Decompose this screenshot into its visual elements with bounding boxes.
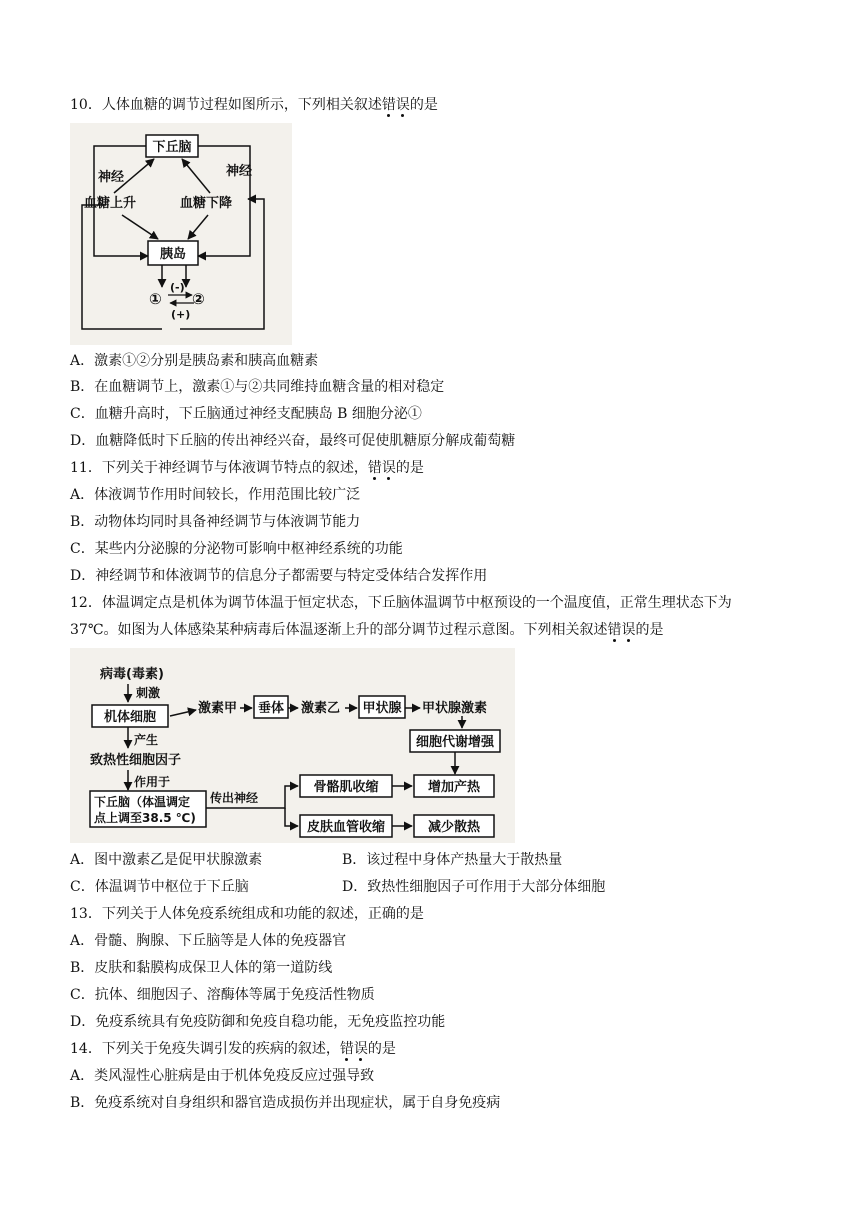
q10-stem: 10．人体血糖的调节过程如图所示，下列相关叙述错误的是: [70, 97, 438, 113]
q12-stem-line2: 37℃。如图为人体感染某种病毒后体温逐渐上升的部分调节过程示意图。下列相关叙述错误的是: [70, 622, 664, 638]
label-glucose-up: 血糖上升: [84, 196, 137, 211]
label-body-cell: 机体细胞: [103, 710, 157, 725]
label-pyrogen: 致热性细胞因子: [90, 753, 182, 768]
hormone-2: ②: [192, 290, 205, 308]
label-muscle: 骨骼肌收缩: [313, 780, 379, 795]
q14-stem: 14．下列关于免疫失调引发的疾病的叙述，错误的是: [70, 1041, 396, 1057]
label-hormone-a: 激素甲: [198, 701, 238, 716]
label-heat-down: 减少散热: [427, 820, 481, 835]
fever-regulation-diagram: [70, 648, 515, 843]
q12-option-c: C．体温调节中枢位于下丘脑: [70, 879, 249, 895]
label-plus: (+): [171, 308, 191, 321]
label-glucose-down: 血糖下降: [180, 196, 233, 211]
q12-option-b: B．该过程中身体产热量大于散热量: [342, 852, 563, 868]
q14-option-b: B．免疫系统对自身组织和器官造成损伤并出现症状，属于自身免疫病: [70, 1095, 501, 1111]
hypothalamus-label: 下丘脑: [152, 140, 192, 155]
label-efferent: 传出神经: [210, 791, 259, 805]
label-hypo-line1: 下丘脑（体温调定: [94, 795, 191, 809]
q10-option-b: B．在血糖调节上，激素①与②共同维持血糖含量的相对稳定: [70, 379, 445, 395]
q11-option-b: B．动物体均同时具备神经调节与体液调节能力: [70, 514, 361, 530]
q11-option-a: A．体液调节作用时间较长，作用范围比较广泛: [70, 487, 361, 503]
q11-stem: 11．下列关于神经调节与体液调节特点的叙述，错误的是: [70, 460, 424, 476]
label-stimulate: 刺激: [136, 686, 161, 700]
q10-option-c: C．血糖升高时，下丘脑通过神经支配胰岛 B 细胞分泌①: [70, 406, 422, 422]
label-metabolism: 细胞代谢增强: [415, 735, 495, 750]
label-vessel: 皮肤血管收缩: [306, 820, 386, 835]
label-nerve-right: 神经: [226, 164, 253, 179]
q12-stem-line1: 12．体温调定点是机体为调节体温于恒定状态，下丘脑体温调节中枢预设的一个温度值，正常生理状态下为: [70, 595, 732, 611]
q13-stem: 13．下列关于人体免疫系统组成和功能的叙述，正确的是: [70, 906, 424, 922]
q11-option-c: C．某些内分泌腺的分泌物可影响中枢神经系统的功能: [70, 541, 403, 557]
q12-option-a: A．图中激素乙是促甲状腺激素: [70, 852, 263, 868]
label-act-on: 作用于: [134, 775, 171, 789]
q13-option-d: D．免疫系统具有免疫防御和免疫自稳功能，无免疫监控功能: [70, 1014, 446, 1030]
q10-option-d: D．血糖降低时下丘脑的传出神经兴奋，最终可促使肌糖原分解成葡萄糖: [70, 433, 516, 449]
q13-option-a: A．骨髓、胸腺、下丘脑等是人体的免疫器官: [70, 933, 347, 949]
label-minus: (-): [170, 281, 185, 294]
label-hormone-b: 激素乙: [301, 701, 341, 716]
label-hypo-line2: 点上调至38.5 ℃): [94, 811, 196, 825]
q14-option-a: A．类风湿性心脏病是由于机体免疫反应过强导致: [70, 1068, 375, 1084]
hormone-1: ①: [149, 290, 162, 308]
label-virus: 病毒(毒素): [100, 667, 164, 682]
q12-option-d: D．致热性细胞因子可作用于大部分体细胞: [342, 879, 606, 895]
q10-option-a: A．激素①②分别是胰岛素和胰高血糖素: [70, 353, 319, 369]
label-produce: 产生: [134, 733, 159, 747]
label-heat-up: 增加产热: [427, 780, 481, 795]
label-thyroxine: 甲状腺激素: [422, 701, 488, 716]
label-nerve-left: 神经: [98, 170, 125, 185]
islet-label: 胰岛: [159, 247, 187, 262]
blood-glucose-diagram: [70, 123, 292, 345]
label-thyroid: 甲状腺: [362, 701, 402, 716]
q11-option-d: D．神经调节和体液调节的信息分子都需要与特定受体结合发挥作用: [70, 568, 488, 584]
label-pituitary: 垂体: [257, 701, 285, 716]
q13-option-c: C．抗体、细胞因子、溶酶体等属于免疫活性物质: [70, 987, 375, 1003]
q13-option-b: B．皮肤和黏膜构成保卫人体的第一道防线: [70, 960, 333, 976]
